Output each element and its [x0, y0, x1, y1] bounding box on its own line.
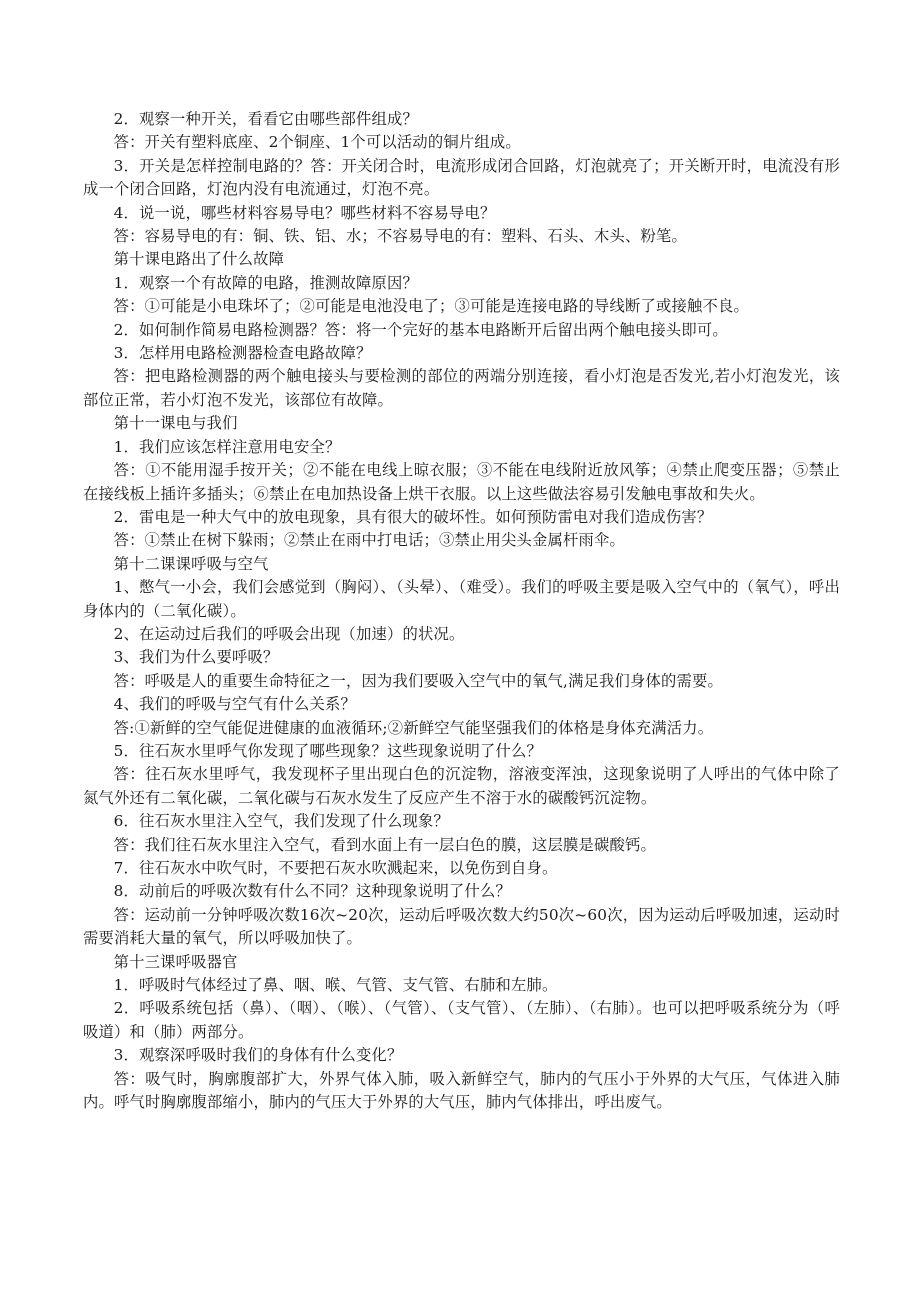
answer-switch-parts: 答：开关有塑料底座、2个铜座、1个可以活动的铜片组成。 — [113, 133, 521, 152]
question-electric-safety: 1．我们应该怎样注意用电安全？ — [113, 437, 341, 456]
lesson-10-heading: 第十课电路出了什么故障 — [113, 250, 285, 269]
question-breath-rate: 8．动前后的呼吸次数有什么不同？这种现象说明了什么？ — [113, 882, 511, 901]
question-use-detector: 3．怎样用电路检测器检查电路故障？ — [113, 344, 372, 363]
question-conductive-materials: 4．说一说，哪些材料容易导电？哪些材料不容易导电？ — [113, 203, 496, 222]
question-breath-air: 4、我们的呼吸与空气有什么关系？ — [113, 695, 356, 714]
question-answer-detector: 2．如何制作简易电路检测器？答：将一个完好的基本电路断开后留出两个触电接头即可。 — [113, 320, 728, 339]
lesson-13-heading: 第十三课呼吸器官 — [113, 952, 238, 971]
question-circuit-fault: 1．观察一个有故障的电路，推测故障原因？ — [113, 273, 418, 292]
answer-lightning: 答：①禁止在树下躲雨；②禁止在雨中打电话；③禁止用尖头金属杆雨伞。 — [113, 531, 625, 550]
answer-breath-rate: 答：运动前一分钟呼吸次数16次~20次，运动后呼吸次数大约50次~60次，因为运动后呼吸加速，运动时需要消耗大量的氧气，所以呼吸加快了。 — [83, 905, 840, 948]
question-lightning: 2．雷电是一种大气中的放电现象，具有很大的破坏性。如何预防雷电对我们造成伤害？ — [113, 507, 713, 526]
answer-breath-air: 答:①新鲜的空气能促进健康的血液循环;②新鲜空气能坚强我们的体格是身体充满活力。 — [113, 718, 714, 737]
answer-electric-safety: 答：①不能用湿手按开关；②不能在电线上晾衣服；③不能在电线附近放风筝；④禁止爬变压器；⑤禁止在接线板上插许多插头；⑥禁止在电加热设备上烘干衣服。以上这些做法容易引发触电事故和失火。 — [83, 461, 840, 503]
note-limewater-caution: 7．往石灰水中吹气时，不要把石灰水吹溅起来，以免伤到自身。 — [113, 859, 558, 877]
question-switch-parts: 2．观察一种开关，看看它由哪些部件组成？ — [113, 110, 418, 128]
item-respiratory-system: 2．呼吸系统包括（鼻）、（咽）、（喉）、（气管）、（支气管）、（左肺）、（右肺）。也可以把呼吸系统分为（呼吸道）和（肺）两部分。 — [83, 999, 840, 1041]
document-page — [83, 108, 840, 1114]
lesson-12-heading: 第十二课课呼吸与空气 — [113, 554, 269, 573]
answer-why-breathe: 答：呼吸是人的重要生命特征之一，因为我们要吸入空气中的氧气,满足我们身体的需要。 — [113, 671, 724, 690]
answer-conductive-materials: 答：容易导电的有：铜、铁、铝、水；不容易导电的有：塑料、石头、木头、粉笔。 — [113, 227, 687, 246]
answer-deep-breath: 答：吸气时，胸廓腹部扩大，外界气体入肺，吸入新鲜空气，肺内的气压小于外界的大气压，气体进入肺内。呼气时胸廓腹部缩小，肺内的气压大于外界的大气压，肺内气体排出，呼出废气。 — [83, 1069, 840, 1112]
answer-limewater-air: 答：我们往石灰水里注入空气，看到水面上有一层白色的膜，这层膜是碳酸钙。 — [113, 835, 656, 854]
question-why-breathe: 3、我们为什么要呼吸？ — [113, 648, 279, 667]
answer-limewater-exhale: 答：往石灰水里呼气，我发现杯子里出现白色的沉淀物，溶液变浑浊，这现象说明了人呼出的气体中除了氮气外还有二氧化碳，二氧化碳与石灰水发生了反应产生不溶于水的碳酸钙沉淀物。 — [83, 765, 840, 807]
question-deep-breath: 3．观察深呼吸时我们的身体有什么变化？ — [113, 1046, 403, 1065]
question-limewater-exhale: 5．往石灰水里呼气你发现了哪些现象？这些现象说明了什么？ — [113, 741, 542, 760]
answer-circuit-fault: 答：①可能是小电珠坏了；②可能是电池没电了；③可能是连接电路的导线断了或接触不良。 — [113, 297, 749, 316]
item-hold-breath: 1、憋气一小会，我们会感觉到（胸闷）、（头晕）、（难受）。我们的呼吸主要是吸入空气中的（氧气），呼出身体内的（二氧化碳）。 — [83, 578, 840, 620]
answer-use-detector: 答：把电路检测器的两个触电接头与要检测的部位的两端分别连接，看小灯泡是否发光,若小灯泡发光，该部位正常，若小灯泡不发光，该部位有故障。 — [83, 367, 840, 409]
question-limewater-air: 6．往石灰水里注入空气，我们发现了什么现象？ — [113, 812, 449, 831]
item-after-exercise: 2、在运动过后我们的呼吸会出现（加速）的状况。 — [113, 624, 465, 643]
question-answer-switch-control: 3．开关是怎样控制电路的？答：开关闭合时，电流形成闭合回路，灯泡就亮了；开关断开时，电流没有形成一个闭合回路，灯泡内没有电流通过，灯泡不亮。 — [83, 156, 840, 199]
lesson-11-heading: 第十一课电与我们 — [113, 414, 238, 433]
item-airway-path: 1．呼吸时气体经过了鼻、咽、喉、气管、支气管、右肺和左肺。 — [113, 976, 558, 995]
